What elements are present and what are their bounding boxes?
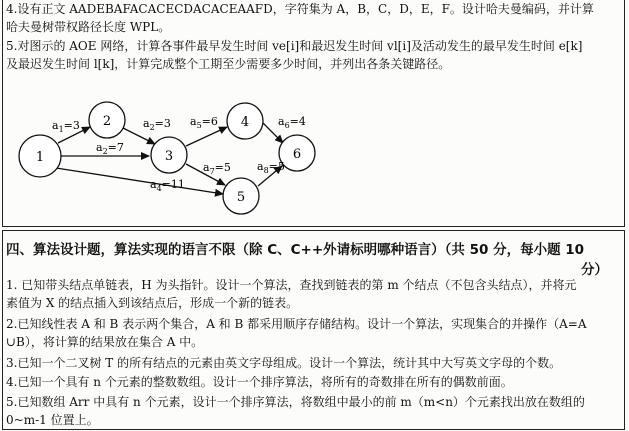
algo-question-2-line-2: ∪B），将计算的结果放在集合 A 中。 xyxy=(6,335,204,349)
edge-label-a4: $a_4=11$ xyxy=(150,178,185,193)
question-5-line-1: 5.对图示的 AOE 网络，计算各事件最早发生时间 ve[i]和最迟发生时间 vl[i]及活动发生的最早发生时间 e[k] xyxy=(6,39,583,53)
edge-3-4 xyxy=(186,127,227,146)
question-4-line-1: 4.设有正文 AADEBAFACACECDACACEAAFD，字符集为 A，B，C，D，E，F。设计哈夫曼编码，并计算 xyxy=(6,2,594,16)
algo-question-5-line-1: 5.已知数组 Arr 中具有 n 个元素，设计一个排序算法，将数组中最小的前 m（m<n）个元素找出放在数组的 xyxy=(6,395,585,409)
algo-question-2-line-1: 2.已知线性表 A 和 B 表示两个集合，A 和 B 都采用顺序存储结构。设计一个算法，实现集合的并操作（A=A xyxy=(6,317,587,331)
algo-question-4: 4.已知一个具有 n 个元素的整数数组。设计一个排序算法，将所有的奇数排在所有的偶数前面。 xyxy=(6,375,513,389)
edge-label-a8: $a_8=5$ xyxy=(257,160,285,175)
node-4 xyxy=(227,103,263,139)
node-1 xyxy=(19,135,61,177)
node-1-label: 1 xyxy=(35,150,45,165)
node-5-label: 5 xyxy=(236,190,246,205)
algo-question-1-line-2: 素值为 X 的结点插入到该结点后，形成一个新的链表。 xyxy=(6,296,299,310)
node-3 xyxy=(151,137,187,173)
node-2 xyxy=(89,102,125,138)
question-5-line-2: 及最迟发生时间 l[k]，计算完成整个工期至少需要多少时间，并列出各条关键路径。 xyxy=(6,57,451,71)
edge-label-a5: $a_5=6$ xyxy=(190,115,218,130)
algo-question-1-line-1: 1. 已知带头结点单链表，H 为头指针。设计一个算法，查找到链表的第 m 个结点（不包含头结点），并将元 xyxy=(6,278,577,292)
node-3-label: 3 xyxy=(164,149,174,164)
node-4-label: 4 xyxy=(240,115,250,130)
algo-question-5-line-2: 0~m-1 位置上。 xyxy=(6,413,99,427)
section-four-heading: 四、算法设计题，算法实现的语言不限（除 C、C++外请标明哪种语言）（共 50 分，每小题 10 xyxy=(6,242,585,258)
edge-label-a1: $a_1=3$ xyxy=(52,119,80,134)
question-4-line-2: 哈夫曼树带权路径长度 WPL。 xyxy=(6,20,171,34)
section-four-heading-cont: 分） xyxy=(581,262,608,278)
node-5 xyxy=(223,178,259,214)
edge-label-a2-3: $a_2=3$ xyxy=(143,117,171,132)
edge-label-a6: $a_6=4$ xyxy=(278,115,306,130)
node-6-label: 6 xyxy=(292,147,302,162)
edge-label-a7: $a_7=5$ xyxy=(203,161,231,176)
node-2-label: 2 xyxy=(102,114,112,129)
edge-1-5 xyxy=(56,168,223,194)
edge-label-a2-7: $a_2=7$ xyxy=(96,141,124,156)
algo-question-3: 3.已知一个二叉树 T 的所有结点的元素由英文字母组成。设计一个算法，统计其中大写英文字母的个数。 xyxy=(6,356,562,370)
